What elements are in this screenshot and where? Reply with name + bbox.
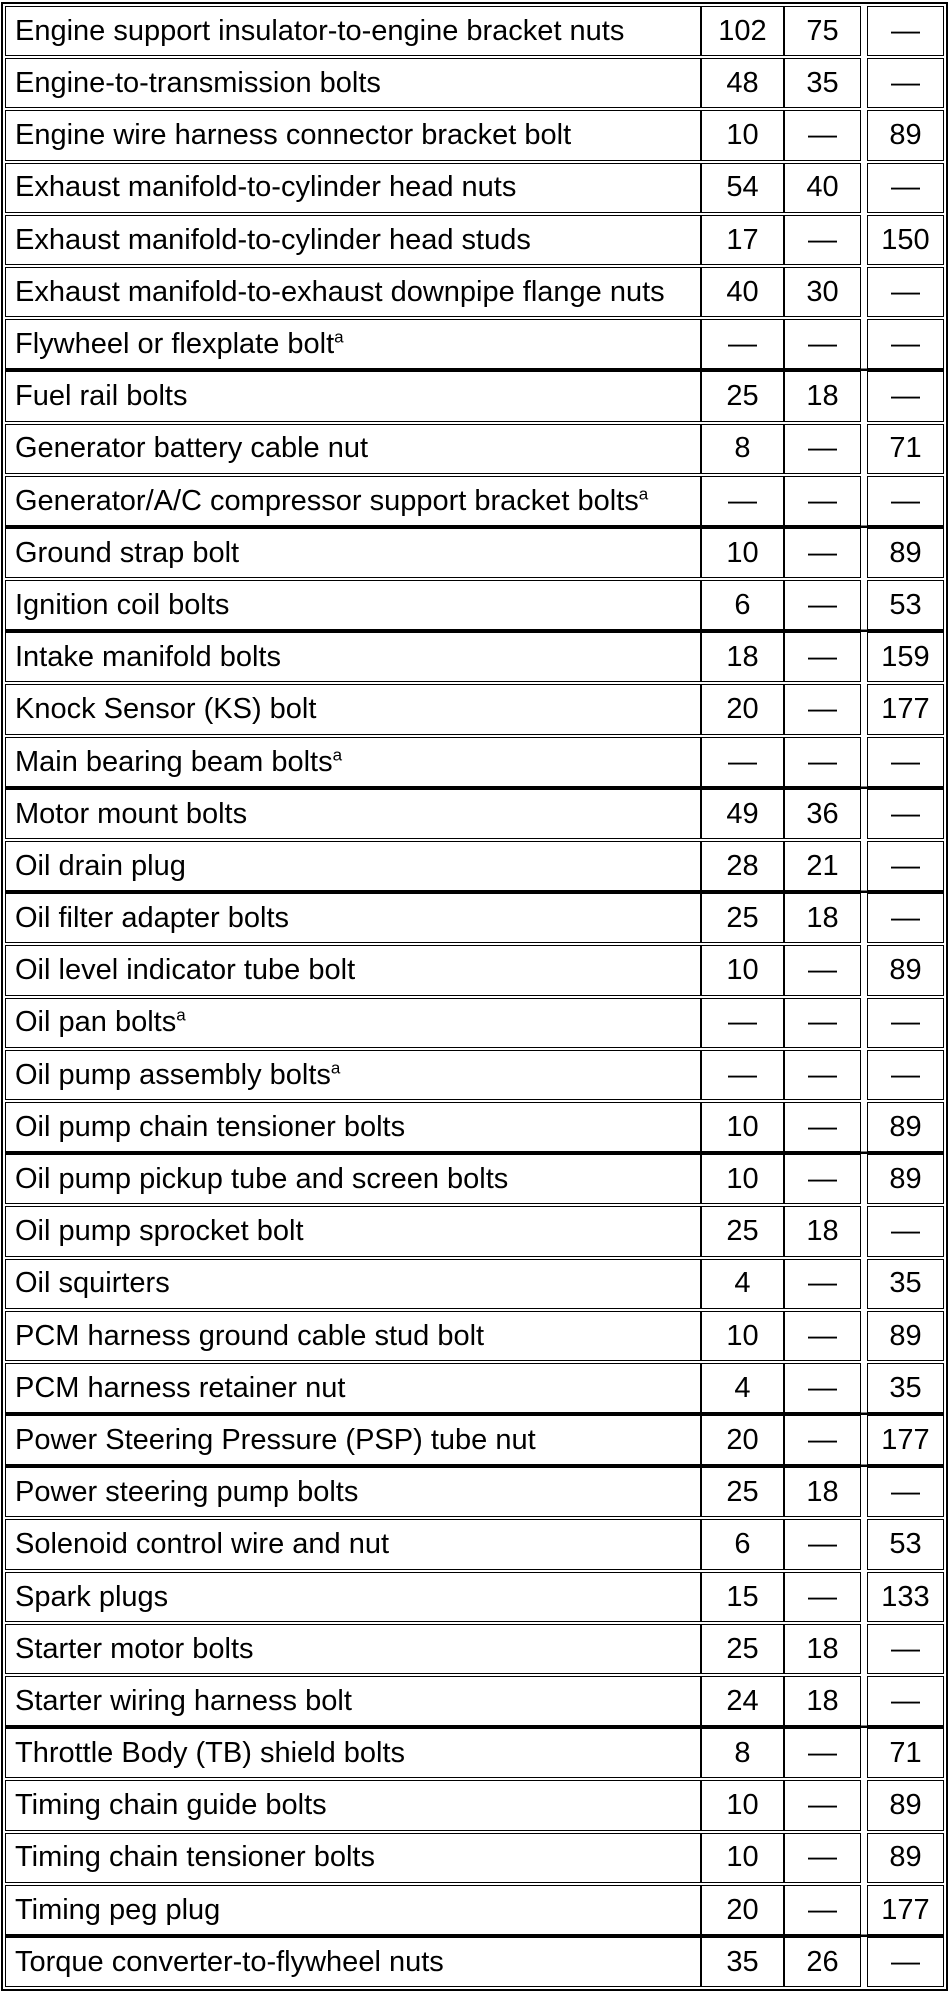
component-label-cell	[5, 893, 701, 943]
table-row	[5, 1519, 944, 1569]
torque-value-cell-2: —	[784, 1519, 861, 1569]
torque-value-cell-2: 21	[784, 841, 861, 891]
torque-value-cell-1: 28	[701, 841, 784, 891]
component-label-cell	[5, 319, 701, 369]
component-label: Oil pump sprocket bolt	[15, 1215, 304, 1248]
component-label-cell	[5, 58, 701, 108]
table-row	[5, 1467, 944, 1517]
table-row	[5, 841, 944, 891]
torque-value-cell-3: 150	[867, 215, 944, 265]
component-label-cell	[5, 1467, 701, 1517]
torque-value-cell-1: 10	[701, 1780, 784, 1830]
torque-value-cell-2: —	[784, 215, 861, 265]
torque-value-cell-1: —	[701, 1050, 784, 1100]
component-label-cell	[5, 1728, 701, 1778]
torque-value-cell-2: —	[784, 737, 861, 787]
torque-value-cell-2: —	[784, 1885, 861, 1935]
torque-value-cell-2: 30	[784, 267, 861, 317]
torque-value-cell-1: —	[701, 998, 784, 1048]
torque-value-cell-2: —	[784, 1363, 861, 1413]
table-row	[5, 6, 944, 56]
torque-value-cell-1: 15	[701, 1572, 784, 1622]
component-label-cell	[5, 424, 701, 474]
table-row	[5, 1624, 944, 1674]
torque-value-cell-3: —	[867, 1676, 944, 1726]
table-row	[5, 945, 944, 995]
component-label-cell	[5, 476, 701, 526]
torque-value-cell-3: 177	[867, 684, 944, 734]
torque-value-cell-3: —	[867, 1937, 944, 1987]
component-label-cell	[5, 1154, 701, 1204]
torque-value-cell-2: 26	[784, 1937, 861, 1987]
torque-value-cell-3: 177	[867, 1885, 944, 1935]
torque-value-cell-1: 8	[701, 1728, 784, 1778]
component-label: Engine-to-transmission bolts	[15, 67, 381, 100]
torque-value-cell-1: 54	[701, 163, 784, 213]
component-label: Power steering pump bolts	[15, 1476, 359, 1509]
component-label-cell	[5, 1833, 701, 1883]
torque-value-cell-2: 18	[784, 1676, 861, 1726]
table-row	[5, 1206, 944, 1256]
torque-value-cell-1: 10	[701, 945, 784, 995]
torque-value-cell-2: —	[784, 424, 861, 474]
table-row	[5, 1572, 944, 1622]
table-row	[5, 1311, 944, 1361]
torque-value-cell-3: —	[867, 319, 944, 369]
component-label: Exhaust manifold-to-cylinder head studs	[15, 223, 531, 256]
component-label-cell	[5, 1259, 701, 1309]
component-label: Ground strap bolt	[15, 536, 240, 569]
torque-value-cell-1: 25	[701, 1624, 784, 1674]
torque-value-cell-3: 71	[867, 424, 944, 474]
component-label-cell	[5, 1363, 701, 1413]
torque-value-cell-3: —	[867, 267, 944, 317]
footnote-marker: a	[334, 327, 344, 347]
torque-value-cell-1: 10	[701, 1833, 784, 1883]
torque-value-cell-1: 17	[701, 215, 784, 265]
torque-value-cell-2: —	[784, 1050, 861, 1100]
table-row	[5, 1833, 944, 1883]
torque-value-cell-2: 18	[784, 1206, 861, 1256]
torque-value-cell-1: —	[701, 319, 784, 369]
component-label-cell	[5, 1937, 701, 1987]
torque-value-cell-3: 53	[867, 580, 944, 630]
torque-value-cell-2: —	[784, 1154, 861, 1204]
torque-value-cell-3: 53	[867, 1519, 944, 1569]
component-label: Starter motor bolts	[15, 1632, 254, 1665]
table-row	[5, 319, 944, 369]
torque-value-cell-2: 18	[784, 893, 861, 943]
component-label-cell	[5, 737, 701, 787]
component-label: Oil pump pickup tube and screen bolts	[15, 1163, 509, 1195]
torque-value-cell-2: —	[784, 1833, 861, 1883]
torque-value-cell-3: 177	[867, 1415, 944, 1465]
torque-value-cell-2: —	[784, 528, 861, 578]
component-label-cell	[5, 632, 701, 682]
component-label: Power Steering Pressure (PSP) tube nut	[15, 1423, 536, 1456]
torque-value-cell-2: 18	[784, 1624, 861, 1674]
table-row	[5, 1363, 944, 1413]
torque-value-cell-3: 35	[867, 1259, 944, 1309]
torque-value-cell-2: —	[784, 580, 861, 630]
component-label-cell	[5, 6, 701, 56]
torque-value-cell-2: —	[784, 476, 861, 526]
torque-value-cell-1: 10	[701, 528, 784, 578]
footnote-marker: a	[330, 1057, 341, 1077]
component-label: Exhaust manifold-to-exhaust downpipe flange nuts	[15, 275, 665, 308]
table-row	[5, 110, 944, 160]
footnote-marker: a	[176, 1005, 186, 1025]
table-row	[5, 371, 944, 421]
torque-value-cell-1: 24	[701, 1676, 784, 1726]
component-label: Motor mount bolts	[15, 797, 248, 830]
component-label: Engine support insulator-to-engine bracket nuts	[15, 14, 625, 47]
table-row	[5, 580, 944, 630]
torque-value-cell-1: 18	[701, 632, 784, 682]
torque-value-cell-2: 36	[784, 789, 861, 839]
component-label-cell	[5, 1885, 701, 1935]
torque-value-cell-3: 89	[867, 1780, 944, 1830]
torque-value-cell-3: 89	[867, 528, 944, 578]
table-row	[5, 1728, 944, 1778]
torque-value-cell-3: 89	[867, 945, 944, 995]
torque-value-cell-1: 49	[701, 789, 784, 839]
torque-value-cell-3: —	[867, 841, 944, 891]
torque-value-cell-3: —	[867, 1624, 944, 1674]
table-row	[5, 1259, 944, 1309]
component-label: Main bearing beam bolts$^a$	[15, 744, 343, 778]
table-row	[5, 528, 944, 578]
component-label: Fuel rail bolts	[15, 380, 188, 413]
component-label: Oil drain plug	[15, 849, 186, 882]
torque-value-cell-1: 20	[701, 1415, 784, 1465]
table-row	[5, 1050, 944, 1100]
torque-value-cell-3: —	[867, 737, 944, 787]
component-label: Oil filter adapter bolts	[15, 902, 290, 935]
component-label: Flywheel or flexplate bolt$^a$	[15, 327, 344, 360]
component-label-cell	[5, 789, 701, 839]
table-row	[5, 684, 944, 734]
torque-value-cell-2: —	[784, 1259, 861, 1309]
component-label: Starter wiring harness bolt	[15, 1684, 352, 1717]
table-row	[5, 632, 944, 682]
component-label-cell	[5, 1102, 701, 1152]
component-label: Throttle Body (TB) shield bolts	[15, 1737, 406, 1770]
component-label-cell	[5, 1415, 701, 1465]
component-label: Engine wire harness connector bracket bolt	[15, 119, 572, 152]
table-row	[5, 737, 944, 787]
torque-value-cell-2: —	[784, 1102, 861, 1152]
table-row	[5, 1780, 944, 1830]
torque-value-cell-3: 89	[867, 110, 944, 160]
torque-value-cell-1: 8	[701, 424, 784, 474]
component-label-cell	[5, 580, 701, 630]
component-label: Torque converter-to-flywheel nuts	[15, 1945, 444, 1978]
table-row	[5, 998, 944, 1048]
table-row	[5, 893, 944, 943]
torque-value-cell-2: —	[784, 319, 861, 369]
table-row	[5, 1885, 944, 1935]
torque-value-cell-1: 4	[701, 1259, 784, 1309]
torque-value-cell-1: 25	[701, 1467, 784, 1517]
component-label-cell	[5, 1311, 701, 1361]
torque-value-cell-1: 4	[701, 1363, 784, 1413]
component-label: Generator battery cable nut	[15, 432, 369, 465]
torque-value-cell-1: 20	[701, 1885, 784, 1935]
component-label: Oil pump chain tensioner bolts	[15, 1110, 406, 1143]
torque-value-cell-1: —	[701, 476, 784, 526]
component-label-cell	[5, 998, 701, 1048]
torque-value-cell-1: 10	[701, 1102, 784, 1152]
torque-value-cell-2: 35	[784, 58, 861, 108]
component-label-cell	[5, 371, 701, 421]
torque-value-cell-1: 10	[701, 1154, 784, 1204]
torque-value-cell-3: —	[867, 476, 944, 526]
component-label-cell	[5, 684, 701, 734]
component-label-cell	[5, 1624, 701, 1674]
table-row	[5, 1937, 944, 1987]
torque-value-cell-3: 89	[867, 1102, 944, 1152]
component-label-cell	[5, 528, 701, 578]
table-row	[5, 789, 944, 839]
table-row	[5, 1102, 944, 1152]
component-label-cell	[5, 945, 701, 995]
component-label-cell	[5, 1050, 701, 1100]
torque-value-cell-2: 18	[784, 371, 861, 421]
table-row	[5, 163, 944, 213]
torque-value-cell-3: —	[867, 893, 944, 943]
component-label: Exhaust manifold-to-cylinder head nuts	[15, 171, 517, 204]
torque-value-cell-2: —	[784, 945, 861, 995]
component-label-cell	[5, 1572, 701, 1622]
component-label: Timing chain guide bolts	[15, 1789, 327, 1822]
torque-value-cell-3: —	[867, 6, 944, 56]
torque-value-cell-3: —	[867, 163, 944, 213]
component-label: Spark plugs	[15, 1580, 169, 1613]
component-label: PCM harness retainer nut	[15, 1371, 346, 1404]
table-row	[5, 267, 944, 317]
component-label: Intake manifold bolts	[15, 641, 281, 674]
component-label: Timing chain tensioner bolts	[15, 1841, 375, 1874]
table-row	[5, 1676, 944, 1726]
component-label: Oil squirters	[15, 1267, 170, 1300]
torque-value-cell-2: —	[784, 998, 861, 1048]
torque-value-cell-2: —	[784, 110, 861, 160]
torque-value-cell-1: 6	[701, 580, 784, 630]
torque-value-cell-2: 40	[784, 163, 861, 213]
table-row	[5, 1154, 944, 1204]
component-label-cell	[5, 215, 701, 265]
component-label-cell	[5, 841, 701, 891]
torque-value-cell-1: —	[701, 737, 784, 787]
torque-value-cell-3: 89	[867, 1311, 944, 1361]
component-label-cell	[5, 1676, 701, 1726]
component-label: Solenoid control wire and nut	[15, 1528, 390, 1561]
torque-value-cell-3: —	[867, 1206, 944, 1256]
component-label: Generator/A/C compressor support bracket bolts$^a$	[15, 483, 649, 517]
table-row	[5, 1415, 944, 1465]
torque-value-cell-3: —	[867, 789, 944, 839]
torque-value-cell-2: —	[784, 684, 861, 734]
torque-value-cell-2: —	[784, 1415, 861, 1465]
table-row	[5, 215, 944, 265]
torque-value-cell-1: 102	[701, 6, 784, 56]
footnote-marker: a	[332, 744, 343, 764]
torque-value-cell-2: 75	[784, 6, 861, 56]
torque-value-cell-2: —	[784, 1311, 861, 1361]
torque-value-cell-1: 25	[701, 893, 784, 943]
torque-value-cell-1: 10	[701, 1311, 784, 1361]
component-label-cell	[5, 267, 701, 317]
component-label: Oil level indicator tube bolt	[15, 954, 356, 987]
torque-value-cell-1: 25	[701, 1206, 784, 1256]
component-label-cell	[5, 1206, 701, 1256]
torque-value-cell-3: 133	[867, 1572, 944, 1622]
torque-value-cell-3: —	[867, 371, 944, 421]
torque-value-cell-3: —	[867, 1050, 944, 1100]
torque-value-cell-3: 89	[867, 1154, 944, 1204]
component-label-cell	[5, 163, 701, 213]
component-label: Ignition coil bolts	[15, 588, 230, 621]
torque-value-cell-1: 35	[701, 1937, 784, 1987]
component-label-cell	[5, 110, 701, 160]
torque-value-cell-1: 6	[701, 1519, 784, 1569]
component-label: PCM harness ground cable stud bolt	[15, 1319, 485, 1352]
torque-value-cell-2: —	[784, 1572, 861, 1622]
torque-value-cell-3: —	[867, 1467, 944, 1517]
table-row	[5, 476, 944, 526]
torque-value-cell-3: 89	[867, 1833, 944, 1883]
torque-value-cell-1: 25	[701, 371, 784, 421]
torque-value-cell-3: 159	[867, 632, 944, 682]
torque-value-cell-2: —	[784, 1780, 861, 1830]
torque-value-cell-2: —	[784, 1728, 861, 1778]
footnote-marker: a	[638, 483, 649, 503]
torque-value-cell-1: 20	[701, 684, 784, 734]
component-label-cell	[5, 1519, 701, 1569]
component-label: Oil pump assembly bolts$^a$	[15, 1057, 341, 1091]
torque-value-cell-3: —	[867, 58, 944, 108]
table-row	[5, 58, 944, 108]
torque-value-cell-2: —	[784, 632, 861, 682]
component-label: Knock Sensor (KS) bolt	[15, 693, 317, 726]
torque-value-cell-1: 10	[701, 110, 784, 160]
table-row	[5, 424, 944, 474]
torque-value-cell-3: —	[867, 998, 944, 1048]
component-label-cell	[5, 1780, 701, 1830]
torque-spec-table	[1, 2, 948, 1991]
torque-value-cell-3: 71	[867, 1728, 944, 1778]
torque-value-cell-1: 40	[701, 267, 784, 317]
torque-value-cell-1: 48	[701, 58, 784, 108]
torque-value-cell-2: 18	[784, 1467, 861, 1517]
component-label: Oil pan bolts$^a$	[15, 1005, 186, 1039]
component-label: Timing peg plug	[15, 1893, 221, 1926]
torque-value-cell-3: 35	[867, 1363, 944, 1413]
